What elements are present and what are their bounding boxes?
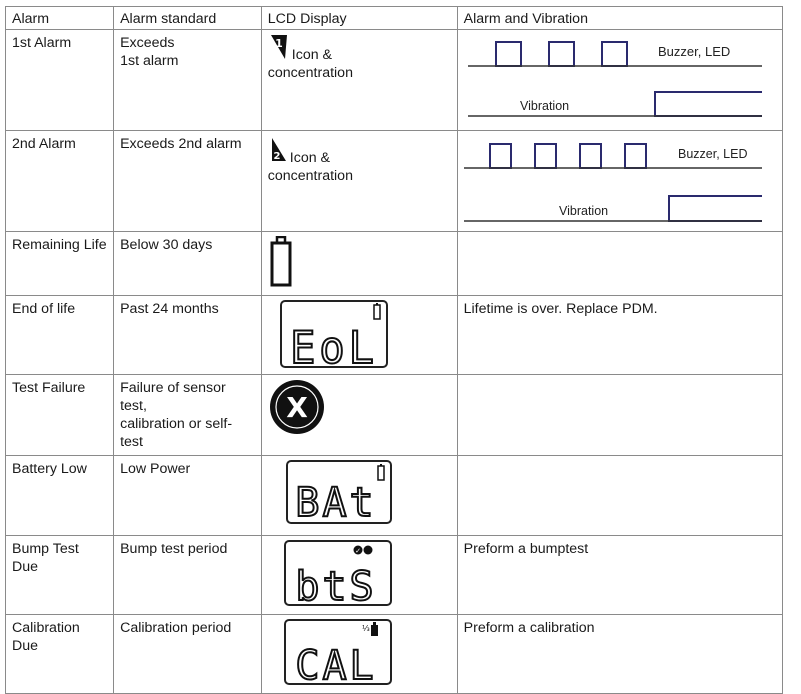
note-cell: Lifetime is over. Replace PDM. (457, 296, 782, 375)
alarm-standard: Exceeds 1st alarm (114, 30, 262, 131)
alarm-name: Bump Test Due (6, 536, 114, 615)
alarm-standard: Below 30 days (114, 232, 262, 296)
lcd-segment-text: EoL (289, 323, 378, 368)
buzzer-led-label: Buzzer, LED (677, 147, 748, 161)
lcd-display-cell (261, 536, 457, 615)
lcd-display-cell (261, 30, 457, 131)
alarm-vibration-cell (457, 30, 782, 131)
vibration-label: Vibration (519, 99, 569, 113)
vibration-pulse (669, 196, 762, 221)
alarm-name: Remaining Life (6, 232, 114, 296)
alarm-name: End of life (6, 296, 114, 375)
lcd-screen-bat (286, 460, 394, 526)
alarm-name: Calibration Due (6, 615, 114, 694)
svg-text:⅓: ⅓ (361, 624, 370, 633)
lcd-display-cell (261, 232, 457, 296)
lcd-display-cell (261, 615, 457, 694)
table-row (6, 456, 783, 536)
alarm-name: 2nd Alarm (6, 131, 114, 232)
table-header-row (6, 7, 783, 30)
table-row (6, 615, 783, 694)
table-row (6, 375, 783, 456)
alarm-name: Test Failure (6, 375, 114, 456)
battery-outline-icon (270, 236, 294, 288)
buzzer-pulse (580, 144, 601, 168)
lcd-display-cell (261, 375, 457, 456)
buzzer-pulse (490, 144, 511, 168)
svg-text:2: 2 (273, 151, 281, 162)
x-circle-icon (268, 379, 326, 435)
vibration-timing-diagram (458, 131, 762, 231)
note-cell (457, 375, 782, 456)
lcd-display-text: Icon & concentration (267, 150, 353, 184)
note-cell: Preform a bumptest (457, 536, 782, 615)
lcd-screen-eol (280, 300, 390, 368)
lcd-segment-text: BAt (295, 480, 377, 526)
buzzer-pulse (535, 144, 556, 168)
note-cell: Preform a calibration (457, 615, 782, 694)
buzzer-pulse (625, 144, 646, 168)
alarm-name: Battery Low (6, 456, 114, 536)
alarm-vibration-cell (457, 131, 782, 232)
alarm-specification-table (5, 6, 783, 694)
vibration-timing-diagram (458, 30, 762, 130)
table-row (6, 131, 783, 232)
svg-text:1: 1 (274, 37, 283, 50)
lcd-segment-text: btS (295, 564, 377, 608)
buzzer-led-label: Buzzer, LED (657, 44, 730, 59)
lcd-display-cell (261, 456, 457, 536)
alarm-standard: Failure of sensor test, calibration or self-test (114, 375, 262, 456)
lcd-display-text: Icon & concentration (267, 47, 353, 81)
vibration-label: Vibration (558, 204, 608, 218)
alarm-name: 1st Alarm (6, 30, 114, 131)
note-cell (457, 232, 782, 296)
svg-text:✓: ✓ (354, 547, 361, 555)
header-alarm: Alarm (6, 7, 114, 30)
alarm-standard: Exceeds 2nd alarm (114, 131, 262, 232)
alarm-standard: Low Power (114, 456, 262, 536)
header-alarm-vibration: Alarm and Vibration (457, 7, 782, 30)
svg-text:X: X (285, 391, 308, 424)
note-cell (457, 456, 782, 536)
header-alarm-standard: Alarm standard (114, 7, 262, 30)
table-row (6, 296, 783, 375)
vibration-pulse (655, 92, 762, 116)
lcd-screen-cal (284, 619, 394, 687)
table-row (6, 536, 783, 615)
buzzer-pulse (549, 42, 574, 66)
alarm-standard: Bump test period (114, 536, 262, 615)
alarm-standard: Past 24 months (114, 296, 262, 375)
table-row (6, 232, 783, 296)
table-row (6, 30, 783, 131)
header-lcd-display: LCD Display (261, 7, 457, 30)
alarm-standard: Calibration period (114, 615, 262, 694)
buzzer-pulse (602, 42, 627, 66)
lcd-segment-text: CAL (295, 643, 377, 687)
buzzer-pulse (496, 42, 521, 66)
lcd-display-cell (261, 296, 457, 375)
lcd-screen-bts (284, 540, 394, 608)
lcd-display-cell (261, 131, 457, 232)
